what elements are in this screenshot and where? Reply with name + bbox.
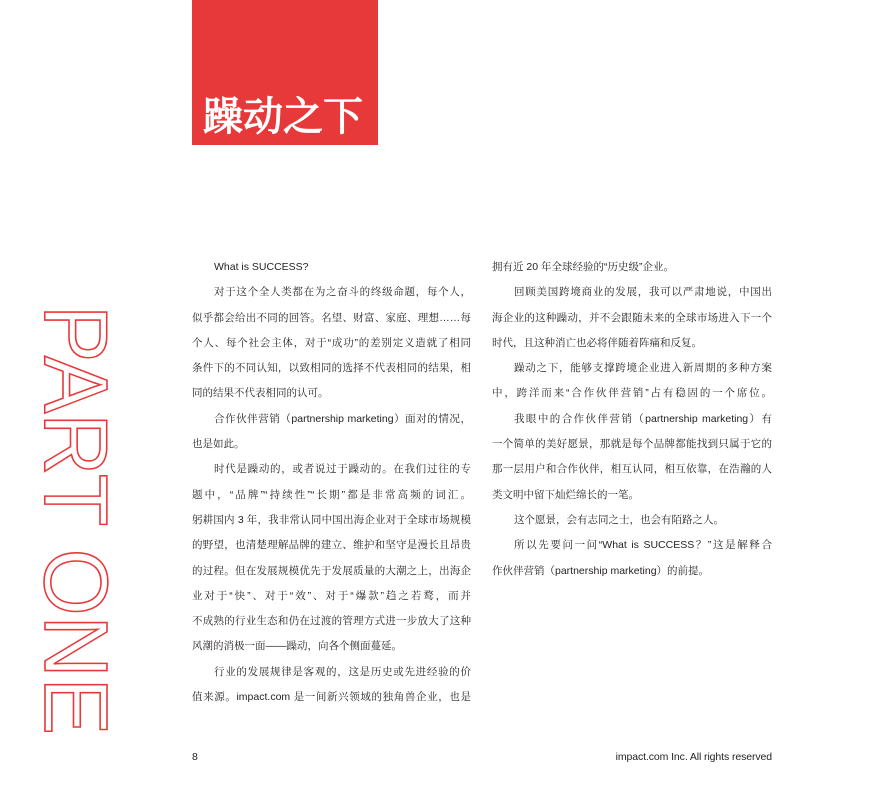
body-line: 风潮的消极一面——躁动，向各个侧面蔓延。: [192, 640, 402, 653]
body-line: 那一层用户和合作伙伴，相互认同，相互依靠，在浩瀚的人: [492, 463, 772, 476]
body-right-column: [492, 255, 772, 584]
paragraph: [492, 533, 772, 584]
title-banner: [192, 0, 378, 145]
paragraph: [192, 660, 471, 711]
page-title: 躁动之下: [203, 95, 363, 139]
body-line: 海企业的这种躁动，并不会跟随未来的全球市场进入下一个: [492, 311, 772, 324]
body-line: 同的结果不代表相同的认可。: [192, 387, 329, 400]
body-line: 作伙伴营销（partnership marketing）的前提。: [492, 564, 710, 577]
body-line: 拥有近 20 年全球经验的“历史级”企业。: [492, 261, 675, 273]
body-line: 躁动之下，能够支撑跨境企业进入新周期的多种方案: [514, 362, 772, 375]
body-line: 我眼中的合作伙伴营销（partnership marketing）有: [514, 412, 772, 425]
copyright-notice: impact.com Inc. All rights reserved: [615, 751, 772, 763]
paragraph: [492, 280, 772, 356]
paragraph: [492, 407, 772, 508]
part-one-label: PART ONE: [25, 305, 125, 756]
body-line: 的野望，也清楚理解品牌的建立、维护和坚守是漫长且昂贵: [192, 539, 471, 552]
body-line: 回顾美国跨境商业的发展，我可以严肃地说，中国出: [514, 286, 772, 299]
paragraph: [192, 407, 471, 458]
body-line: 躬耕国内 3 年，我非常认同中国出海企业对于全球市场规模: [192, 513, 471, 526]
body-line: 这个愿景，会有志同之士，也会有陌路之人。: [514, 513, 724, 526]
body-line: 题中，“品牌”“持续性”“长期”都是非常高频的词汇。: [192, 488, 471, 501]
paragraph: [492, 255, 772, 280]
body-line: 不成熟的行业生态和仍在过渡的管理方式进一步放大了这种: [192, 615, 471, 628]
body-left-column: [192, 255, 471, 710]
body-line: 也是如此。: [192, 438, 245, 451]
body-line: 合作伙伴营销（partnership marketing）面对的情况，: [214, 412, 471, 425]
body-line: 个人、每个社会主体，对于“成功”的差别定义造就了相同: [192, 336, 471, 349]
body-line: 一个简单的美好愿景，那就是每个品牌都能找到只属于它的: [492, 438, 772, 451]
body-line: 对于这个全人类都在为之奋斗的终级命题，每个人，: [214, 286, 471, 299]
paragraph: [192, 255, 471, 280]
paragraph: [492, 356, 772, 407]
paragraph: [492, 508, 772, 533]
body-line: 所以先要问一问“What is SUCCESS？”这是解释合: [514, 539, 772, 552]
body-line: 值来源。impact.com 是一间新兴领域的独角兽企业，也是: [192, 691, 471, 704]
body-line: 的过程。但在发展规模优先于发展质量的大潮之上，出海企: [192, 564, 471, 577]
paragraph: [192, 457, 471, 659]
body-line: 中，跨洋而来“合作伙伴营销”占有稳固的一个席位。: [492, 387, 772, 400]
body-line: 时代，且这种消亡也必将伴随着阵痛和反复。: [492, 336, 702, 349]
page-number: 8: [192, 751, 198, 763]
body-line: 时代是躁动的，或者说过于躁动的。在我们过往的专: [214, 463, 471, 476]
paragraph: [192, 280, 471, 406]
body-line: 似乎都会给出不同的回答。名望、财富、家庭、理想……每: [192, 311, 471, 324]
body-line: What is SUCCESS?: [214, 261, 309, 273]
body-line: 条件下的不同认知，以致相同的选择不代表相同的结果，相: [192, 362, 471, 375]
body-line: 业对于“快”、对于“效”、对于“爆款”趋之若鹜，而并: [192, 589, 471, 602]
body-line: 行业的发展规律是客观的，这是历史或先进经验的价: [214, 665, 471, 678]
body-line: 类文明中留下灿烂绵长的一笔。: [492, 488, 639, 501]
